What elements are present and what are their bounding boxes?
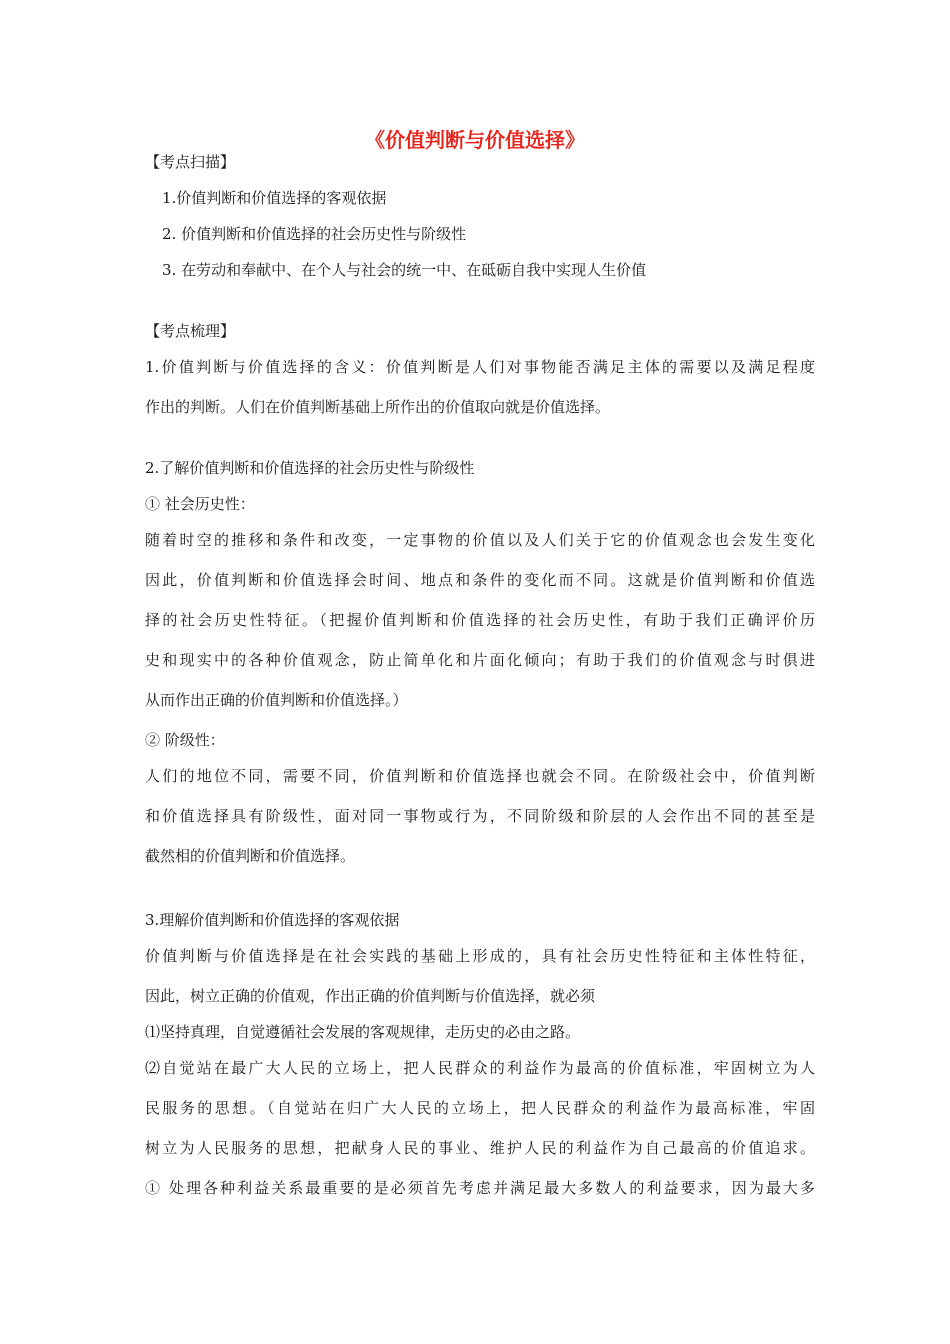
s2-b-line-3: 截然相的价值判断和价值选择。	[145, 847, 356, 865]
s3-heading: 3.理解价值判断和价值选择的客观依据	[145, 911, 400, 929]
review-heading: 【考点梳理】	[145, 322, 236, 340]
scan-item-1: 1.价值判断和价值选择的客观依据	[162, 189, 387, 207]
scan-heading: 【考点扫描】	[145, 153, 236, 171]
scan-item-3: 3. 在劳动和奉献中、在个人与社会的统一中、在砥砺自我中实现人生价值	[162, 261, 647, 279]
s2-b-line-1: 人们的地位不同，需要不同，价值判断和价值选择也就会不同。在阶级社会中，价值判断	[145, 767, 815, 785]
s3-line-7: ① 处理各种利益关系最重要的是必须首先考虑并满足最大多数人的利益要求，因为最大多	[145, 1179, 815, 1197]
s2-a-line-4: 史和现实中的各种价值观念，防止简单化和片面化倾向；有助于我们的价值观念与时俱进	[145, 651, 815, 669]
s3-line-2: 因此，树立正确的价值观，作出正确的价值判断与价值选择，就必须	[145, 987, 596, 1005]
s2-a-line-2: 因此，价值判断和价值选择会时间、地点和条件的变化而不同。这就是价值判断和价值选	[145, 571, 815, 589]
document-title: 《价值判断与价值选择》	[365, 128, 585, 152]
s3-line-5: 民服务的思想。（自觉站在归广大人民的立场上，把人民群众的利益作为最高标准，牢固	[145, 1099, 815, 1117]
s2-a-label: ① 社会历史性：	[145, 495, 255, 513]
s1-line-2: 作出的判断。人们在价值判断基础上所作出的价值取向就是价值选择。	[145, 398, 611, 416]
s2-a-line-5: 从而作出正确的价值判断和价值选择。）	[145, 691, 408, 709]
s2-b-label: ② 阶级性：	[145, 731, 225, 749]
s3-line-4: ⑵自觉站在最广大人民的立场上，把人民群众的利益作为最高的价值标准，牢固树立为人	[145, 1059, 815, 1077]
s1-line-1: 1.价值判断与价值选择的含义：价值判断是人们对事物能否满足主体的需要以及满足程度	[145, 358, 815, 376]
s3-line-1: 价值判断与价值选择是在社会实践的基础上形成的，具有社会历史性特征和主体性特征，	[145, 947, 815, 965]
s2-heading: 2.了解价值判断和价值选择的社会历史性与阶级性	[145, 459, 475, 477]
s3-line-3: ⑴坚持真理，自觉遵循社会发展的客观规律，走历史的必由之路。	[145, 1023, 581, 1041]
scan-item-2: 2. 价值判断和价值选择的社会历史性与阶级性	[162, 225, 467, 243]
s3-line-6: 树立为人民服务的思想，把献身人民的事业、维护人民的利益作为自己最高的价值追求。	[145, 1139, 815, 1157]
s2-b-line-2: 和价值选择具有阶级性，面对同一事物或行为，不同阶级和阶层的人会作出不同的甚至是	[145, 807, 815, 825]
s2-a-line-3: 择的社会历史性特征。（把握价值判断和价值选择的社会历史性，有助于我们正确评价历	[145, 611, 815, 629]
s2-a-line-1: 随着时空的推移和条件和改变，一定事物的价值以及人们关于它的价值观念也会发生变化	[145, 531, 815, 549]
